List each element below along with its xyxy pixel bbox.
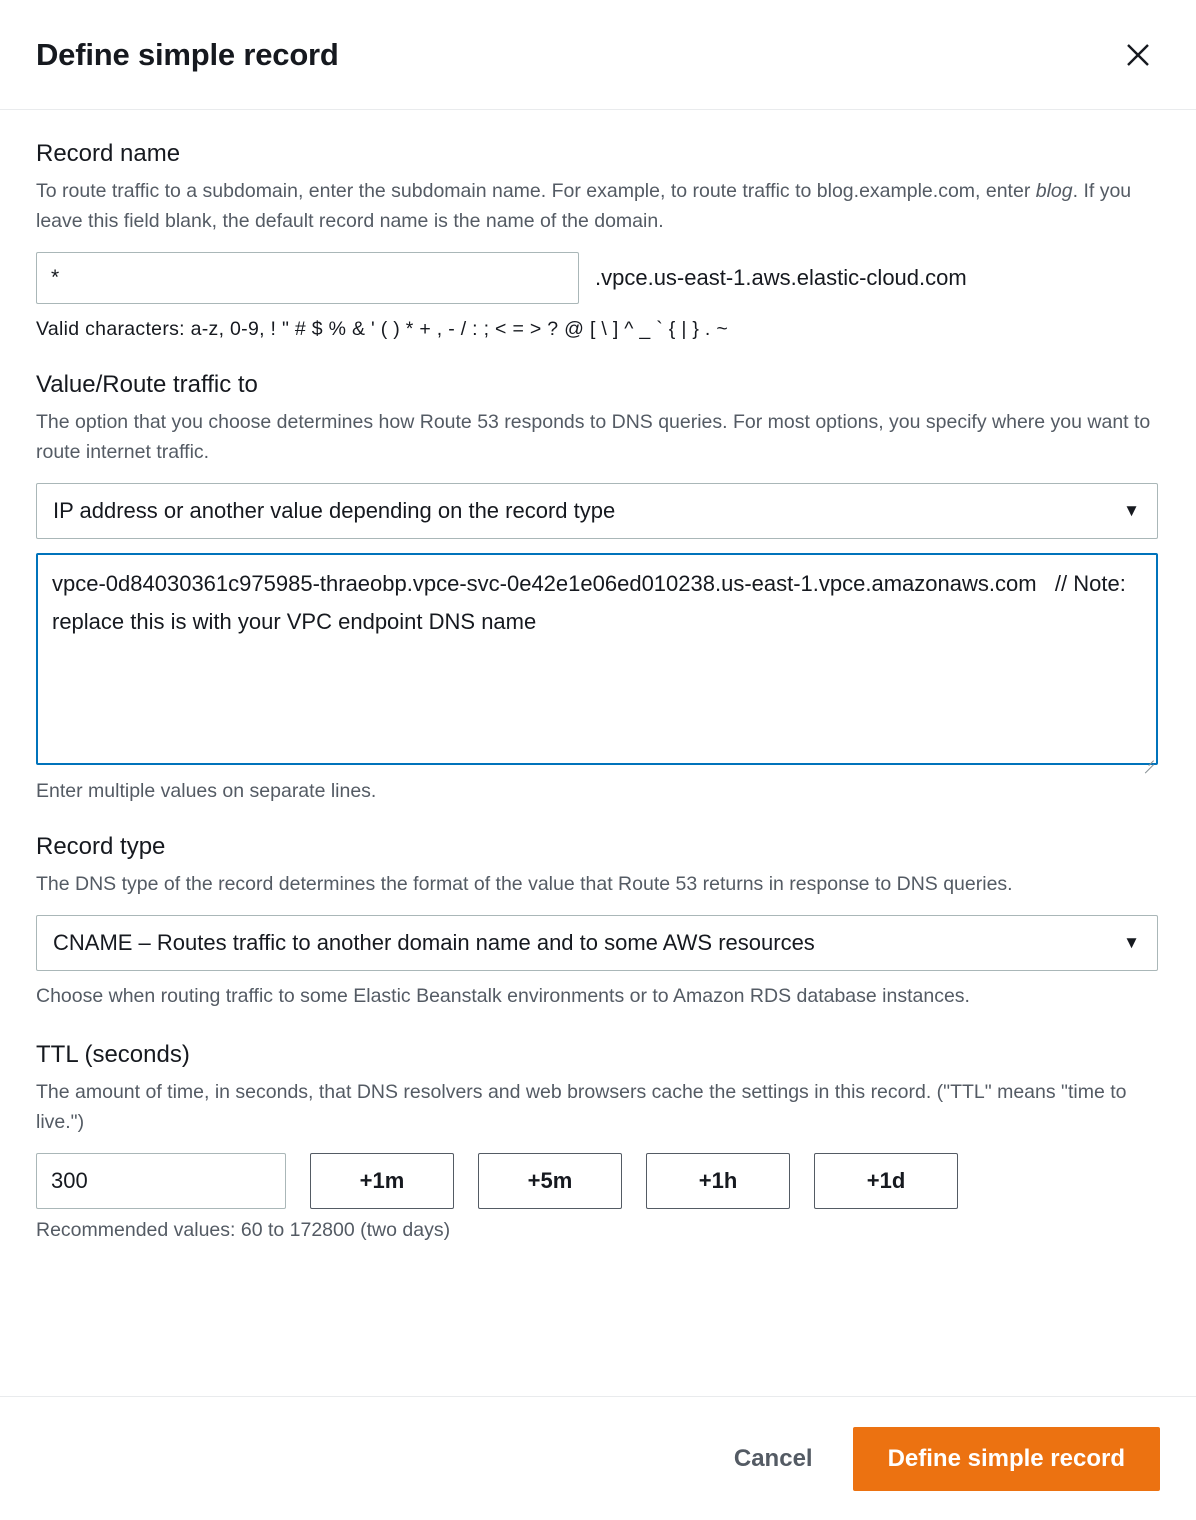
record-type-hint: Choose when routing traffic to some Elastic Beanstalk environments or to Amazon RDS database instances.	[36, 985, 970, 1007]
ttl-description: The amount of time, in seconds, that DNS resolvers and web browsers cache the settings in this record. ("TTL" means "time to live.")	[36, 1081, 1127, 1133]
record-type-section	[36, 833, 1160, 1011]
record-type-label: Record type	[36, 833, 166, 860]
value-route-description: The option that you choose determines how Route 53 responds to DNS queries. For most options, you specify where you want to route internet traffic.	[36, 411, 1151, 463]
dialog-title: Define simple record	[36, 36, 339, 72]
ttl-plus-1d-button[interactable]: +1d	[814, 1153, 958, 1209]
record-name-label: Record name	[36, 140, 181, 167]
record-type-select-wrap	[36, 915, 1158, 971]
dialog-header	[0, 0, 1196, 110]
ttl-plus-1m-button[interactable]: +1m	[310, 1153, 454, 1209]
record-name-row	[36, 252, 1160, 304]
record-type-description: The DNS type of the record determines the format of the value that Route 53 returns in response to DNS queries.	[36, 873, 1013, 895]
dialog-body	[0, 110, 1196, 1396]
close-icon[interactable]	[1116, 33, 1160, 77]
value-textarea-hint: Enter multiple values on separate lines.	[36, 780, 377, 802]
ttl-recommended-values: Recommended values: 60 to 172800 (two days)	[36, 1219, 451, 1241]
record-name-section	[36, 140, 1160, 341]
dialog-footer	[0, 1396, 1196, 1520]
define-simple-record-button[interactable]: Define simple record	[853, 1427, 1160, 1491]
ttl-input[interactable]	[36, 1153, 286, 1209]
routing-target-select[interactable]	[36, 483, 1158, 539]
chevron-down-icon: ▼	[1123, 933, 1140, 952]
record-name-description: To route traffic to a subdomain, enter the subdomain name. For example, to route traffic to blog.example.com, enter blog. If you leave this field blank, the default record name is the name of the domain.	[36, 180, 1132, 232]
record-type-selected-value: CNAME – Routes traffic to another domain name and to some AWS resources	[53, 930, 815, 955]
ttl-plus-5m-button[interactable]: +5m	[478, 1153, 622, 1209]
record-value-textarea[interactable]	[36, 553, 1158, 765]
value-route-section	[36, 371, 1160, 803]
cancel-button[interactable]: Cancel	[728, 1435, 819, 1483]
record-name-valid-characters: Valid characters: a-z, 0-9, ! " # $ % & ' ( ) * + , - / : ; < = > ? @ [ \ ] ^ _ ` { | } . ~	[36, 318, 729, 340]
ttl-plus-1h-button[interactable]: +1h	[646, 1153, 790, 1209]
record-name-domain-suffix: .vpce.us-east-1.aws.elastic-cloud.com	[595, 265, 967, 290]
ttl-section	[36, 1041, 1160, 1242]
close-icon-glyph	[1123, 40, 1153, 70]
ttl-row	[36, 1153, 1160, 1209]
ttl-label: TTL (seconds)	[36, 1041, 190, 1068]
record-type-select[interactable]	[36, 915, 1158, 971]
record-name-input[interactable]	[36, 252, 579, 304]
routing-target-select-wrap	[36, 483, 1158, 539]
routing-target-selected-value: IP address or another value depending on the record type	[53, 498, 616, 523]
value-route-label: Value/Route traffic to	[36, 371, 258, 398]
chevron-down-icon: ▼	[1123, 501, 1140, 520]
value-textarea-wrap	[36, 553, 1158, 770]
